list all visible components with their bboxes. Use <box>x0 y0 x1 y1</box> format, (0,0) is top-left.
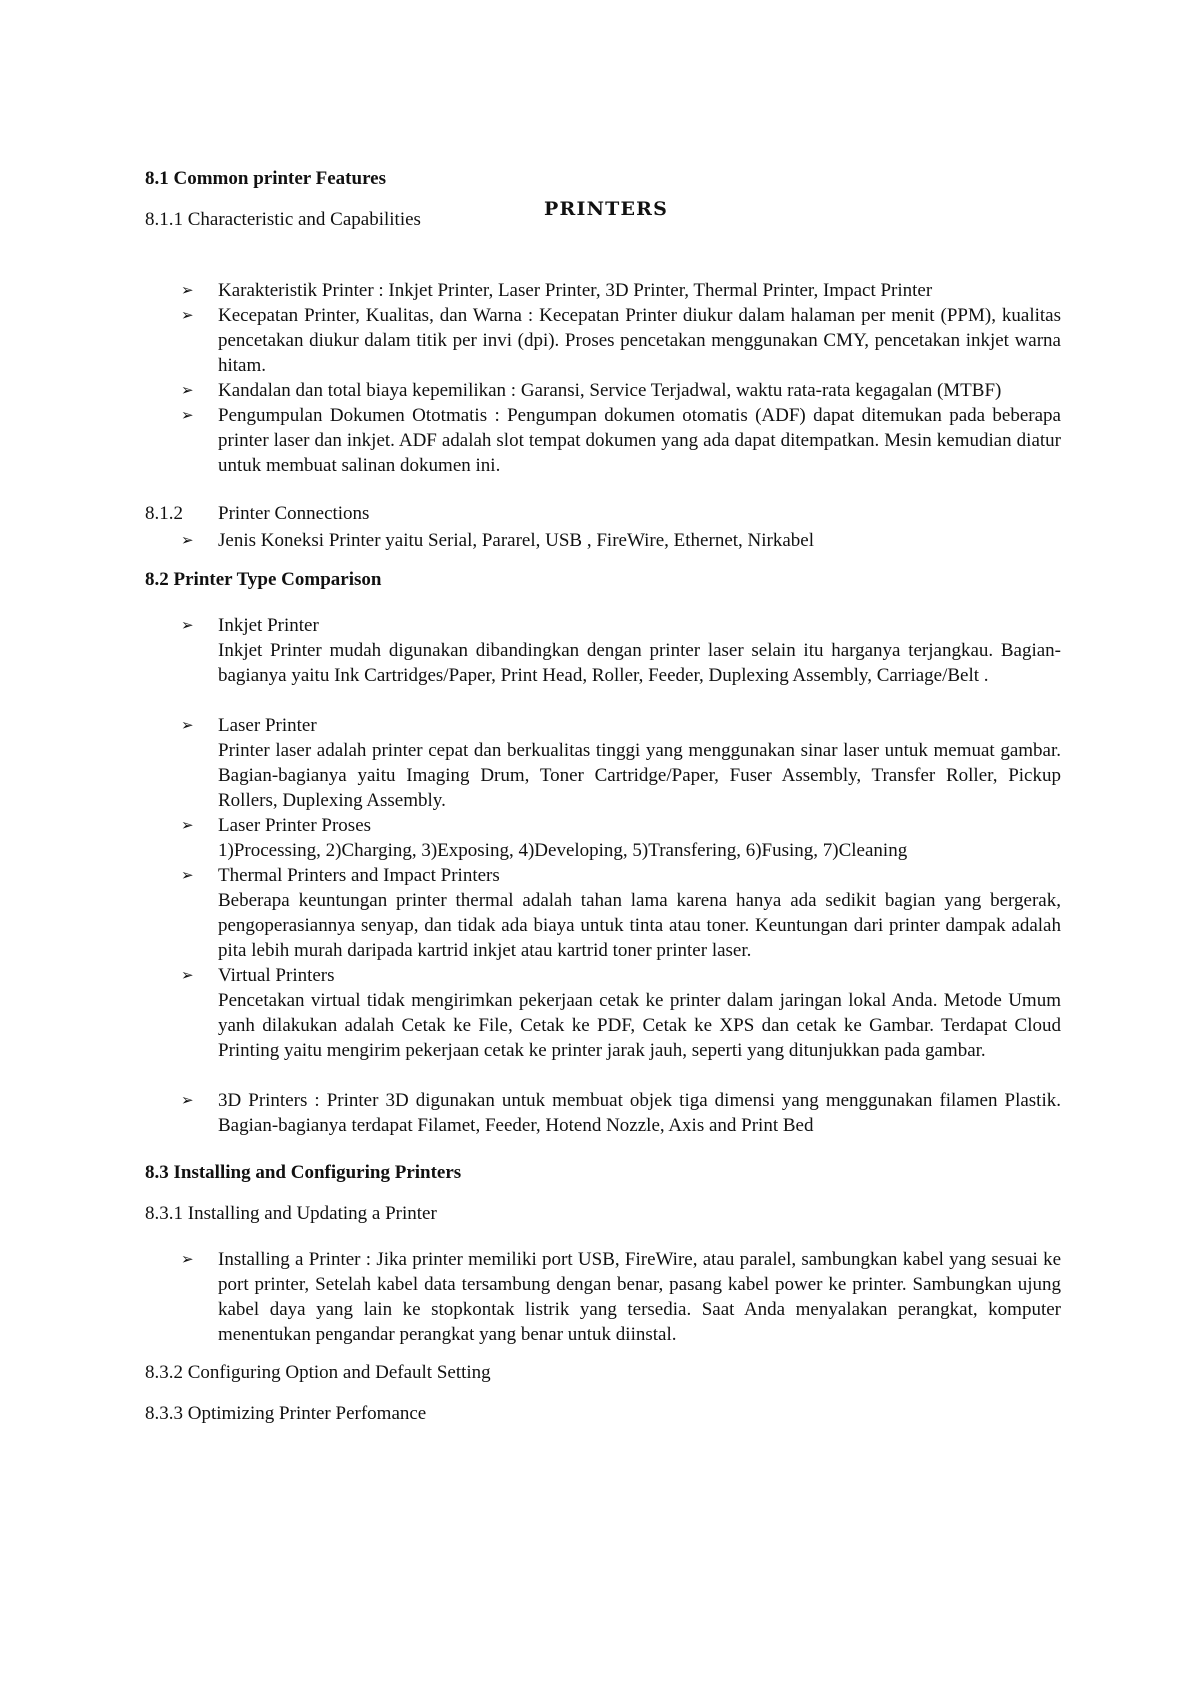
item-body: Pencetakan virtual tidak mengirimkan pekerjaan cetak ke printer dalam jaringan lokal Anda. Metode Umum yanh dilakukan adalah Cetak ke File, Cetak ke PDF, Cetak ke XPS dan cetak ke Gambar. Terdapat Cloud Printing yaitu mengirim pekerjaan cetak ke printer jarak jauh, seperti yang ditunjukkan pada gambar. <box>218 990 1061 1061</box>
list-item <box>181 378 1061 403</box>
bullet-text: Kandalan dan total biaya kepemilikan : Garansi, Service Terjadwal, waktu rata-rata kegagalan (MTBF) <box>218 380 1002 401</box>
section-8-2-heading: 8.2 Printer Type Comparison <box>145 569 382 590</box>
bullet-text: Installing a Printer : Jika printer memiliki port USB, FireWire, atau paralel, sambungkan kabel yang sesuai ke port printer, Setelah kabel data tersambung dengan benar, pasang kabel power ke printer. Sambungkan ujung kabel daya yang lain ke stopkontak listrik yang tersedia. Saat Anda menyalakan perangkat, komputer menentukan pengandar perangkat yang benar untuk diinstal. <box>218 1249 1061 1345</box>
list-item <box>181 303 1061 378</box>
arrowhead-bullet-icon: ➢ <box>181 381 194 399</box>
arrowhead-bullet-icon: ➢ <box>181 616 194 634</box>
item-body: Printer laser adalah printer cepat dan berkualitas tinggi yang menggunakan sinar laser untuk memuat gambar. Bagian-bagianya yaitu Imaging Drum, Toner Cartridge/Paper, Fuser Assembly, Transfer Roller, Pickup Rollers, Duplexing Assembly. <box>218 740 1061 811</box>
item-body: Beberapa keuntungan printer thermal adalah tahan lama karena hanya ada sedikit bagian yang bergerak, pengoperasiannya senyap, dan tidak ada biaya untuk tinta atau toner. Keuntungan dari printer dampak adalah pita lebih murah daripada kartrid inkjet atau kartrid toner printer laser. <box>218 890 1061 961</box>
arrowhead-bullet-icon: ➢ <box>181 1250 194 1268</box>
bullet-text: Karakteristik Printer : Inkjet Printer, Laser Printer, 3D Printer, Thermal Printer, Impact Printer <box>218 280 933 301</box>
arrowhead-bullet-icon: ➢ <box>181 406 194 424</box>
arrowhead-bullet-icon: ➢ <box>181 816 194 834</box>
list-item <box>181 403 1061 478</box>
item-title: Inkjet Printer <box>218 615 319 636</box>
section-8-3-2-label: 8.3.2 Configuring Option and Default Setting <box>145 1362 491 1383</box>
item-body: Inkjet Printer mudah digunakan dibandingkan dengan printer laser selain itu harganya terjangkau. Bagian-bagianya yaitu Ink Cartridges/Paper, Print Head, Roller, Feeder, Duplexing Assembly, Carriage/Belt . <box>218 640 1061 686</box>
list-item <box>181 1247 1061 1347</box>
section-8-3-3-label: 8.3.3 Optimizing Printer Perfomance <box>145 1403 427 1424</box>
item-body: 1)Processing, 2)Charging, 3)Exposing, 4)Developing, 5)Transfering, 6)Fusing, 7)Cleaning <box>218 840 908 861</box>
section-8-1-heading: 8.1 Common printer Features <box>145 168 386 189</box>
bullet-text: Kecepatan Printer, Kualitas, dan Warna : Kecepatan Printer diukur dalam halaman per menit (PPM), kualitas pencetakan diukur dalam titik per invi (dpi). Proses pencetakan menggunakan CMY, pencetakan inkjet warna hitam. <box>218 305 1061 376</box>
document-title: PRINTERS <box>544 198 669 220</box>
section-8-1-2-number: 8.1.2 <box>145 503 183 524</box>
item-title: Laser Printer <box>218 715 317 736</box>
section-8-1-2-title: Printer Connections <box>218 503 370 524</box>
bullet-text: Jenis Koneksi Printer yaitu Serial, Pararel, USB , FireWire, Ethernet, Nirkabel <box>218 530 815 551</box>
list-item <box>181 713 1061 813</box>
arrowhead-bullet-icon: ➢ <box>181 531 194 549</box>
list-item <box>181 863 1061 963</box>
item-title: Virtual Printers <box>218 965 335 986</box>
arrowhead-bullet-icon: ➢ <box>181 966 194 984</box>
list-item <box>181 963 1061 1063</box>
list-item <box>181 813 1061 863</box>
item-title: 3D Printers : Printer 3D digunakan untuk membuat objek tiga dimensi yang menggunakan filamen Plastik. Bagian-bagianya terdapat Filamet, Feeder, Hotend Nozzle, Axis and Print Bed <box>218 1090 1061 1136</box>
section-8-3-heading: 8.3 Installing and Configuring Printers <box>145 1162 462 1183</box>
arrowhead-bullet-icon: ➢ <box>181 1091 194 1109</box>
list-item <box>181 1088 1061 1138</box>
arrowhead-bullet-icon: ➢ <box>181 716 194 734</box>
section-8-3-1-label: 8.3.1 Installing and Updating a Printer <box>145 1203 437 1224</box>
item-title: Thermal Printers and Impact Printers <box>218 865 500 886</box>
arrowhead-bullet-icon: ➢ <box>181 866 194 884</box>
arrowhead-bullet-icon: ➢ <box>181 281 194 299</box>
list-item <box>181 613 1061 688</box>
bullet-text: Pengumpulan Dokumen Ototmatis : Pengumpan dokumen otomatis (ADF) dapat ditemukan pada beberapa printer laser dan inkjet. ADF adalah slot tempat dokumen yang ada dapat ditempatkan. Mesin kemudian diatur untuk membuat salinan dokumen ini. <box>218 405 1061 476</box>
list-item <box>181 278 1061 303</box>
arrowhead-bullet-icon: ➢ <box>181 306 194 324</box>
section-8-1-1-label: 8.1.1 Characteristic and Capabilities <box>145 209 421 230</box>
item-title: Laser Printer Proses <box>218 815 372 836</box>
list-item <box>181 528 1061 553</box>
